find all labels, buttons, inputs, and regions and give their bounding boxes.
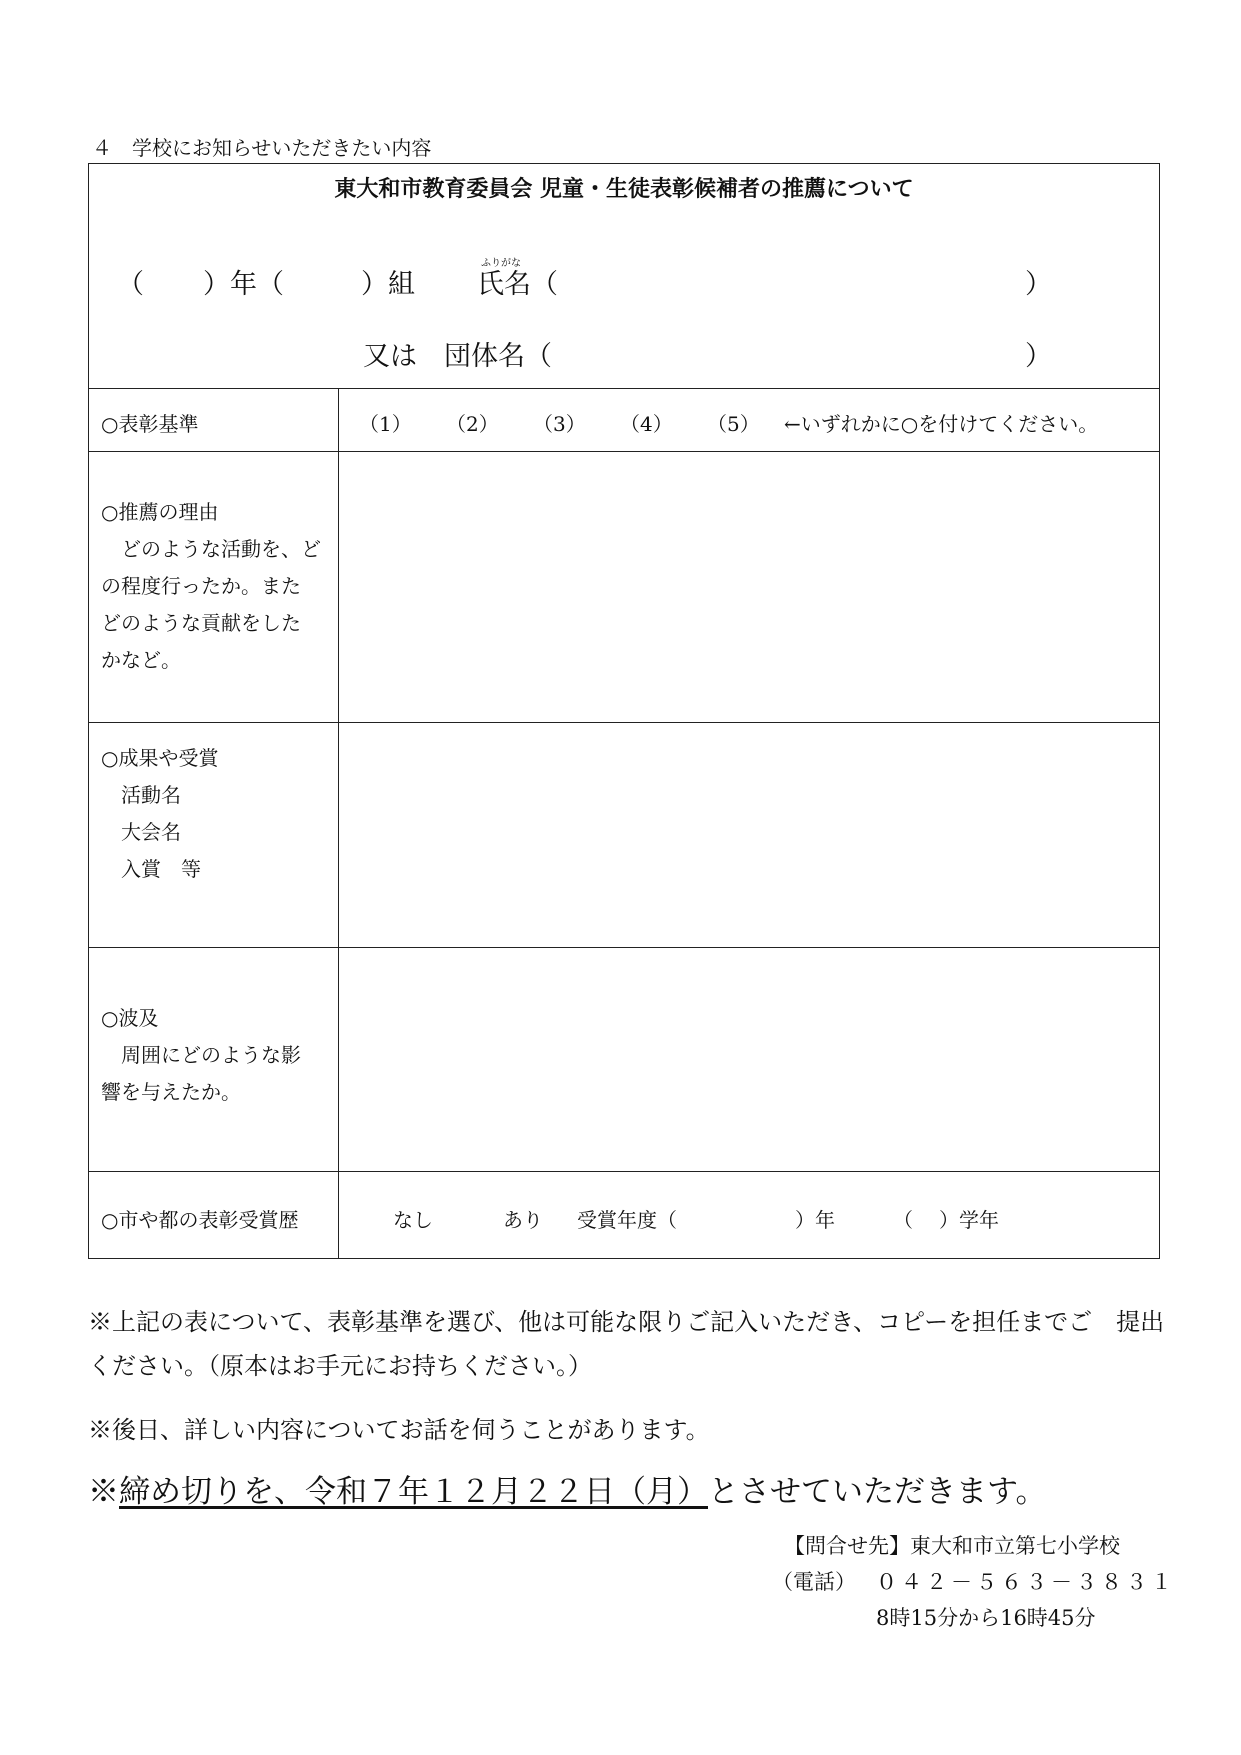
influence-label: ○波及 周囲にどのような影 響を与えたか。 (101, 1006, 301, 1104)
results-label: ○成果や受賞 活動名 大会名 入賞 等 (101, 746, 219, 881)
form-title: 東大和市教育委員会 児童・生徒表彰候補者の推薦について (334, 177, 914, 202)
row-divider (89, 722, 1159, 723)
deadline-prefix: ※ (88, 1474, 119, 1510)
note-followup: ※後日、詳しい内容についてお話を伺うことがあります。 (88, 1416, 710, 1444)
column-divider (338, 388, 339, 1258)
contact-hours: 8時15分から16時45分 (876, 1606, 1096, 1630)
name-close: ） (1025, 269, 1052, 300)
contact-school: 東大和市立第七小学校 (910, 1534, 1120, 1558)
contact-heading (784, 1530, 1120, 1560)
section-heading: ４ 学校にお知らせいただきたい内容 (92, 136, 432, 160)
row-divider (89, 947, 1159, 948)
row-divider (89, 388, 1159, 389)
note-submission: ※上記の表について、表彰基準を選び、他は可能な限りご記入いただき、コピーを担任までご 提出ください。（原本はお手元にお持ちください。） (88, 1308, 1165, 1380)
reason-input-area[interactable] (341, 454, 1157, 720)
history-grade-close: ）学年 (939, 1208, 999, 1232)
criteria-option-1[interactable]: （1） (359, 412, 412, 436)
group-label: 又は 団体名（ (363, 341, 552, 372)
influence-input-area[interactable] (341, 950, 1157, 1169)
contact-label: 【問合せ先】 (784, 1534, 910, 1558)
name-label: 氏名（ (477, 269, 558, 300)
history-year-close: ）年 (795, 1208, 835, 1232)
name-furigana: ふりがな (481, 258, 521, 269)
results-input-area[interactable] (341, 725, 1157, 945)
history-none[interactable]: なし (393, 1208, 433, 1232)
criteria-option-5[interactable]: （5） (707, 412, 760, 436)
criteria-option-4[interactable]: （4） (620, 412, 673, 436)
class-field: ）組 (361, 269, 415, 300)
deadline-suffix: とさせていただきます。 (708, 1474, 1047, 1510)
criteria-instruction: ←いずれかに○を付けてください。 (784, 412, 1099, 436)
grade-open: （ (117, 269, 144, 300)
history-label: ○市や都の表彰受賞歴 (101, 1208, 299, 1232)
deadline-notice (88, 1466, 1047, 1511)
criteria-label: ○表彰基準 (101, 412, 199, 436)
contact-phone: ０４２－５６３－３８３１ (876, 1570, 1176, 1594)
criteria-option-3[interactable]: （3） (533, 412, 586, 436)
group-close: ） (1025, 341, 1052, 372)
deadline-date: 締め切りを、令和７年１２月２２日（月） (119, 1474, 708, 1510)
history-year-label: 受賞年度（ (577, 1208, 677, 1232)
history-yes[interactable]: あり (503, 1208, 543, 1232)
row-divider (89, 451, 1159, 452)
criteria-option-2[interactable]: （2） (446, 412, 499, 436)
contact-phone-label: （電話） (772, 1570, 856, 1594)
reason-label: ○推薦の理由 どのような活動を、ど の程度行ったか。また どのような貢献をした かなど。 (101, 500, 321, 672)
recommendation-form-table (88, 163, 1160, 1259)
history-grade-open: （ (893, 1208, 913, 1232)
grade-field: ）年（ (203, 269, 284, 300)
row-divider (89, 1171, 1159, 1172)
